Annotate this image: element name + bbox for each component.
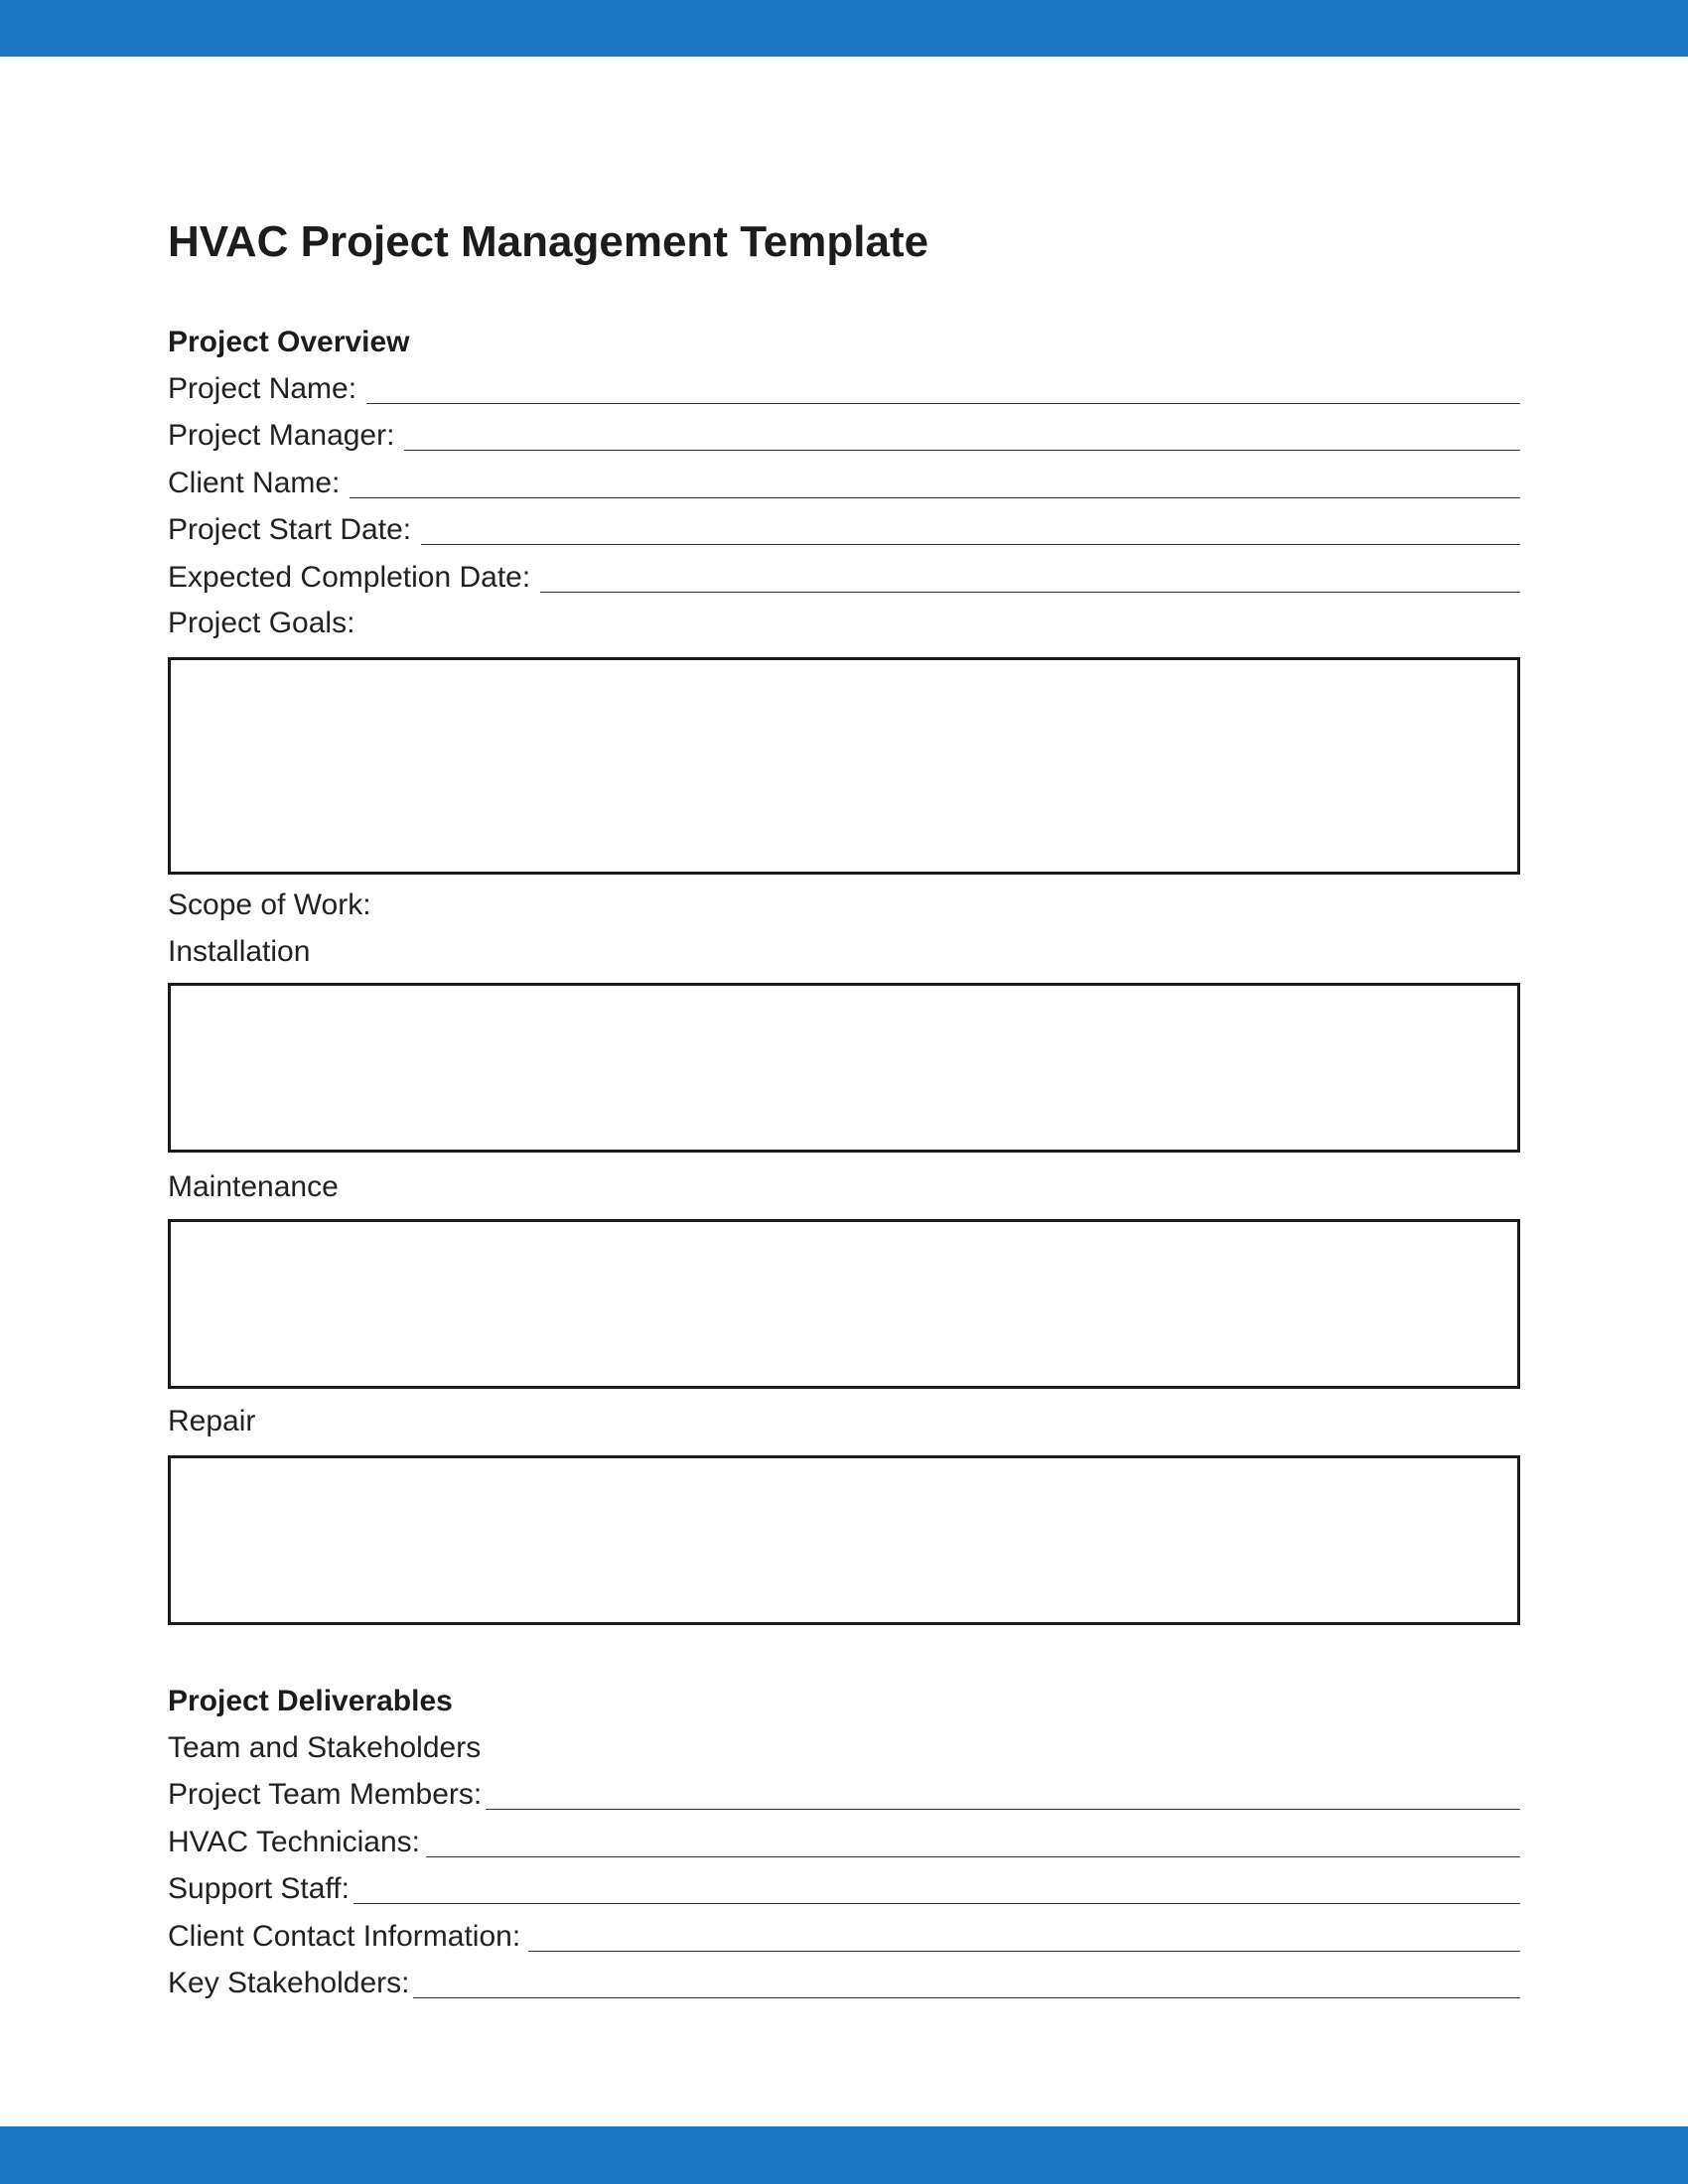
field-hvac-technicians[interactable] xyxy=(168,1819,1520,1862)
fill-in-line[interactable] xyxy=(426,1856,1520,1857)
repair-box[interactable] xyxy=(168,1455,1520,1625)
field-key-stakeholders[interactable] xyxy=(168,1960,1520,2003)
fill-in-line[interactable] xyxy=(486,1809,1520,1810)
field-label: Expected Completion Date: xyxy=(168,561,531,594)
field-label: Project Name: xyxy=(168,372,357,405)
installation-label: Installation xyxy=(168,935,311,968)
field-project-start-date[interactable] xyxy=(168,506,1520,550)
fill-in-line[interactable] xyxy=(413,1997,1520,1998)
field-label: HVAC Technicians: xyxy=(168,1826,421,1858)
field-support-staff[interactable] xyxy=(168,1865,1520,1909)
field-label: Project Start Date: xyxy=(168,513,412,546)
fill-in-line[interactable] xyxy=(421,544,1520,545)
project-goals-box[interactable] xyxy=(168,657,1520,875)
field-project-team-members[interactable] xyxy=(168,1771,1520,1815)
maintenance-box[interactable] xyxy=(168,1219,1520,1389)
field-label: Project Team Members: xyxy=(168,1778,483,1811)
field-label: Client Contact Information: xyxy=(168,1920,521,1953)
document-title: HVAC Project Management Template xyxy=(168,217,929,266)
field-label: Support Staff: xyxy=(168,1872,350,1905)
field-label: Client Name: xyxy=(168,467,341,499)
fill-in-line[interactable] xyxy=(528,1951,1520,1952)
fill-in-line[interactable] xyxy=(540,592,1520,593)
scope-of-work-label: Scope of Work: xyxy=(168,888,371,921)
section-heading-project-deliverables: Project Deliverables xyxy=(168,1685,453,1717)
fill-in-line[interactable] xyxy=(404,450,1520,451)
field-label: Key Stakeholders: xyxy=(168,1967,410,1999)
installation-box[interactable] xyxy=(168,983,1520,1153)
project-goals-label: Project Goals: xyxy=(168,607,355,639)
fill-in-line[interactable] xyxy=(366,403,1520,404)
maintenance-label: Maintenance xyxy=(168,1170,339,1203)
field-client-name[interactable] xyxy=(168,460,1520,503)
fill-in-line[interactable] xyxy=(353,1903,1520,1904)
repair-label: Repair xyxy=(168,1405,256,1437)
team-and-stakeholders-label: Team and Stakeholders xyxy=(168,1731,482,1764)
fill-in-line[interactable] xyxy=(350,497,1520,498)
section-heading-project-overview: Project Overview xyxy=(168,326,410,358)
field-label: Project Manager: xyxy=(168,419,395,452)
bottom-accent-band xyxy=(0,2126,1688,2184)
field-expected-completion-date[interactable] xyxy=(168,554,1520,598)
field-project-name[interactable] xyxy=(168,365,1520,409)
field-project-manager[interactable] xyxy=(168,412,1520,456)
top-accent-band xyxy=(0,0,1688,57)
field-client-contact-information[interactable] xyxy=(168,1913,1520,1957)
